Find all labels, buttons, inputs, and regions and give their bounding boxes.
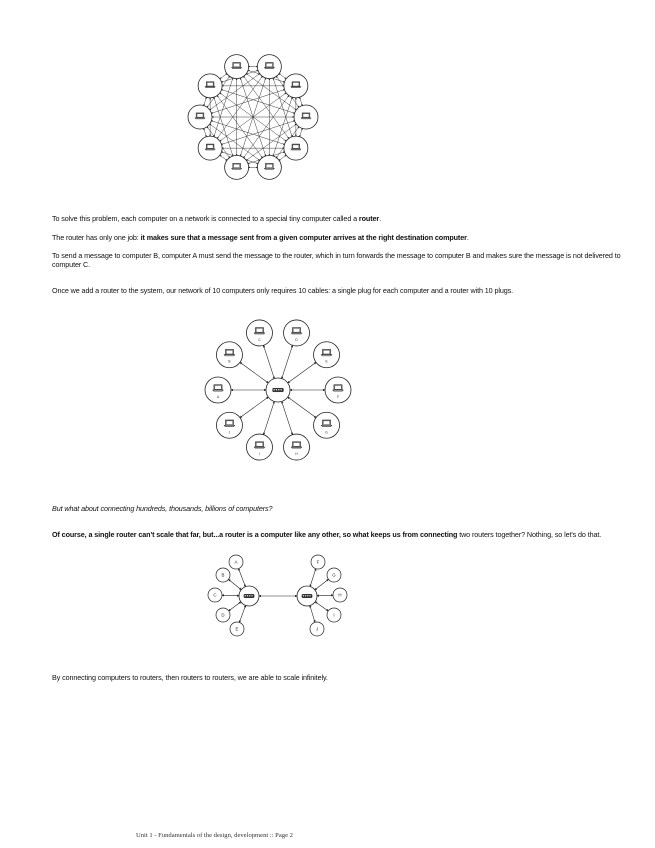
computer-label: C [213,592,217,598]
laptop-icon [301,113,311,119]
computer-node [257,55,281,79]
star-link [288,397,316,418]
router-link [315,602,328,611]
star-link [263,401,274,434]
mesh-link [220,155,227,160]
laptop-icon [291,442,301,448]
computer-node [284,434,310,460]
computer-node [284,74,308,98]
computer-label: A [216,395,220,399]
computer-label: E [235,626,239,632]
paragraph-router-job [52,234,648,243]
paragraph-scaling-question: But what about connecting hundreds, thousands, billions of computers? [52,504,273,513]
computer-node [333,588,347,602]
star-link [288,362,316,383]
paragraph-ten-cables: Once we add a router to the system, our network of 10 computers only requires 10 cables: a single plug for each computer and a router with 10 plugs. [52,286,514,295]
bold-text: it makes sure that a message sent from a given computer arrives at the right destination computer [140,233,467,242]
mesh-link [204,128,207,136]
page-footer: Unit 1 - Fundamentals of the design, development :: Page 2 [136,832,293,839]
computer-node [188,105,212,129]
computer-node [225,55,249,79]
computer-label: J [228,430,231,435]
computer-node [314,412,340,438]
router-link [228,579,241,589]
mesh-link [279,155,286,160]
computer-node [216,568,230,582]
computer-label: H [295,452,298,457]
laptop-icon [224,350,234,356]
mesh-network-diagram [188,52,318,182]
laptop-icon [333,385,343,391]
star-link [240,362,268,383]
computer-node [216,608,230,622]
star-link [282,401,293,434]
computer-label: F [316,559,320,565]
laptop-icon [205,144,215,150]
router-icon [273,388,284,392]
router-icon [302,594,312,597]
computer-label: D [221,612,225,618]
laptop-icon [265,163,275,169]
laptop-icon [232,63,242,69]
computer-node [325,377,351,403]
computer-label: F [337,395,339,399]
computer-node [198,136,222,160]
router-link [238,569,245,587]
computer-node [230,622,244,636]
computer-label: G [325,430,328,435]
mesh-link [204,97,207,105]
bold-text: Of course, a single router can't scale that far, but...a router is a computer like any other, so what keeps us from connecting [52,530,458,539]
computer-label: C [258,337,261,342]
computer-node [198,74,222,98]
computer-label: E [325,359,328,364]
laptop-icon [321,350,331,356]
text: To solve this problem, each computer on a network is connected to a special tiny computer called a [52,214,359,223]
text: two routers together? Nothing, so let's do that. [457,530,602,539]
computer-label: D [295,337,298,342]
computer-node [257,155,281,179]
star-network-diagram [205,315,355,465]
computer-label: J [315,626,319,632]
laptop-icon [291,82,301,88]
paragraph-router-intro [52,215,648,224]
computer-node [314,342,340,368]
text: The router has only one job: [52,233,141,242]
router-node [266,378,290,402]
computer-node [284,320,310,346]
text: . [379,214,381,223]
mesh-link [279,74,286,79]
computer-node [294,105,318,129]
computer-label: I [259,452,260,457]
computer-label: G [332,572,336,578]
two-routers-diagram [203,553,353,643]
laptop-icon [224,420,234,426]
paragraph-send-message: To send a message to computer B, computer A must send the message to the router, which in turn forwards the message to computer B and makes sure the message is not delivered to computer C. [52,251,621,269]
paragraph-scale-infinitely: By connecting computers to routers, then routers to routers, we are able to scale infinitely. [52,673,328,682]
router-link [239,605,245,622]
computer-label: B [228,359,231,364]
laptop-icon [205,82,215,88]
computer-node [311,555,325,569]
mesh-link [300,97,303,105]
text: . [466,233,469,242]
laptop-icon [254,442,264,448]
computer-node [216,342,242,368]
router-link [310,569,316,587]
router-link [222,595,239,596]
computer-label: H [338,592,342,598]
computer-node [327,608,341,622]
mesh-link [220,74,227,79]
router-node [297,586,317,606]
laptop-icon [254,328,264,334]
laptop-icon [213,385,223,391]
computer-label: A [234,559,238,565]
computer-node [205,377,231,403]
router-link [315,579,329,590]
laptop-icon [265,63,275,69]
star-link [263,345,274,378]
router-node [239,586,259,606]
computer-node [225,155,249,179]
computer-node [208,588,222,602]
router-link [229,602,241,611]
computer-node [246,434,272,460]
computer-node [284,136,308,160]
mesh-link [300,128,303,136]
star-link [282,345,293,378]
computer-node [327,568,341,582]
paragraph-connect-routers [52,531,648,540]
laptop-icon [291,144,301,150]
computer-node [310,622,324,636]
computer-label: B [221,572,225,578]
laptop-icon [321,420,331,426]
laptop-icon [195,113,205,119]
laptop-icon [232,163,242,169]
computer-node [216,412,242,438]
laptop-icon [291,328,301,334]
computer-node [246,320,272,346]
bold-text: router [358,214,380,223]
star-link [240,397,268,418]
router-link [310,606,315,623]
computer-node [229,555,243,569]
computer-label: I [333,612,335,618]
mesh-link [222,90,295,114]
router-icon [244,594,254,597]
